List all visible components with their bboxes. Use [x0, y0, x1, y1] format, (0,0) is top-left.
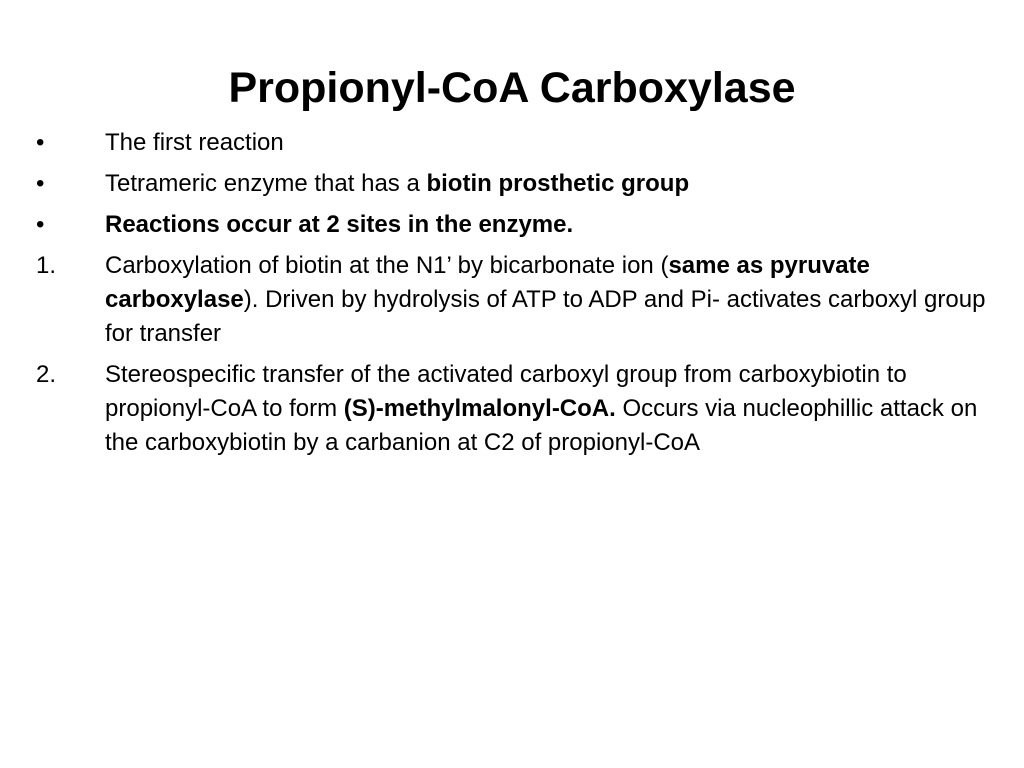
list-item-step-1 [36, 249, 996, 351]
bold-text-segment: biotin prosthetic group [426, 170, 690, 197]
slide-content-list [36, 126, 996, 467]
bullet-marker: • [36, 129, 45, 156]
list-item-text [105, 249, 995, 351]
list-item-text [105, 208, 995, 242]
list-item-tetrameric-enzyme [36, 167, 996, 201]
list-item-first-reaction [36, 126, 996, 160]
text-segment: Tetrameric enzyme that has a [105, 170, 427, 197]
list-item-text [105, 358, 995, 460]
number-marker: 1. [36, 252, 57, 279]
bold-text-segment: same as pyruvate carboxylase [105, 252, 870, 313]
slide-title: Propionyl-CoA Carboxylase [228, 64, 796, 112]
bold-text-segment: Reactions occur at 2 sites in the enzyme. [105, 211, 574, 238]
list-item-text [105, 167, 995, 201]
bold-text-segment: (S)-methylmalonyl-CoA. [343, 395, 616, 422]
list-item-step-2 [36, 358, 996, 460]
text-segment: Occurs via nucleophillic attack on the carboxybiotin by a carbanion at C2 of propionyl-CoA [105, 395, 978, 456]
list-item-text [105, 126, 995, 160]
list-item-reaction-sites [36, 208, 996, 242]
bullet-marker: • [36, 211, 45, 238]
text-segment: The first reaction [105, 129, 284, 156]
text-segment: Stereospecific transfer of the activated carboxyl group from carboxybiotin to propionyl-CoA to form [105, 361, 907, 422]
bullet-marker: • [36, 170, 45, 197]
number-marker: 2. [36, 361, 57, 388]
text-segment: ). Driven by hydrolysis of ATP to ADP and Pi- activates carboxyl group for transfer [105, 286, 986, 347]
text-segment: Carboxylation of biotin at the N1’ by bicarbonate ion ( [105, 252, 669, 279]
